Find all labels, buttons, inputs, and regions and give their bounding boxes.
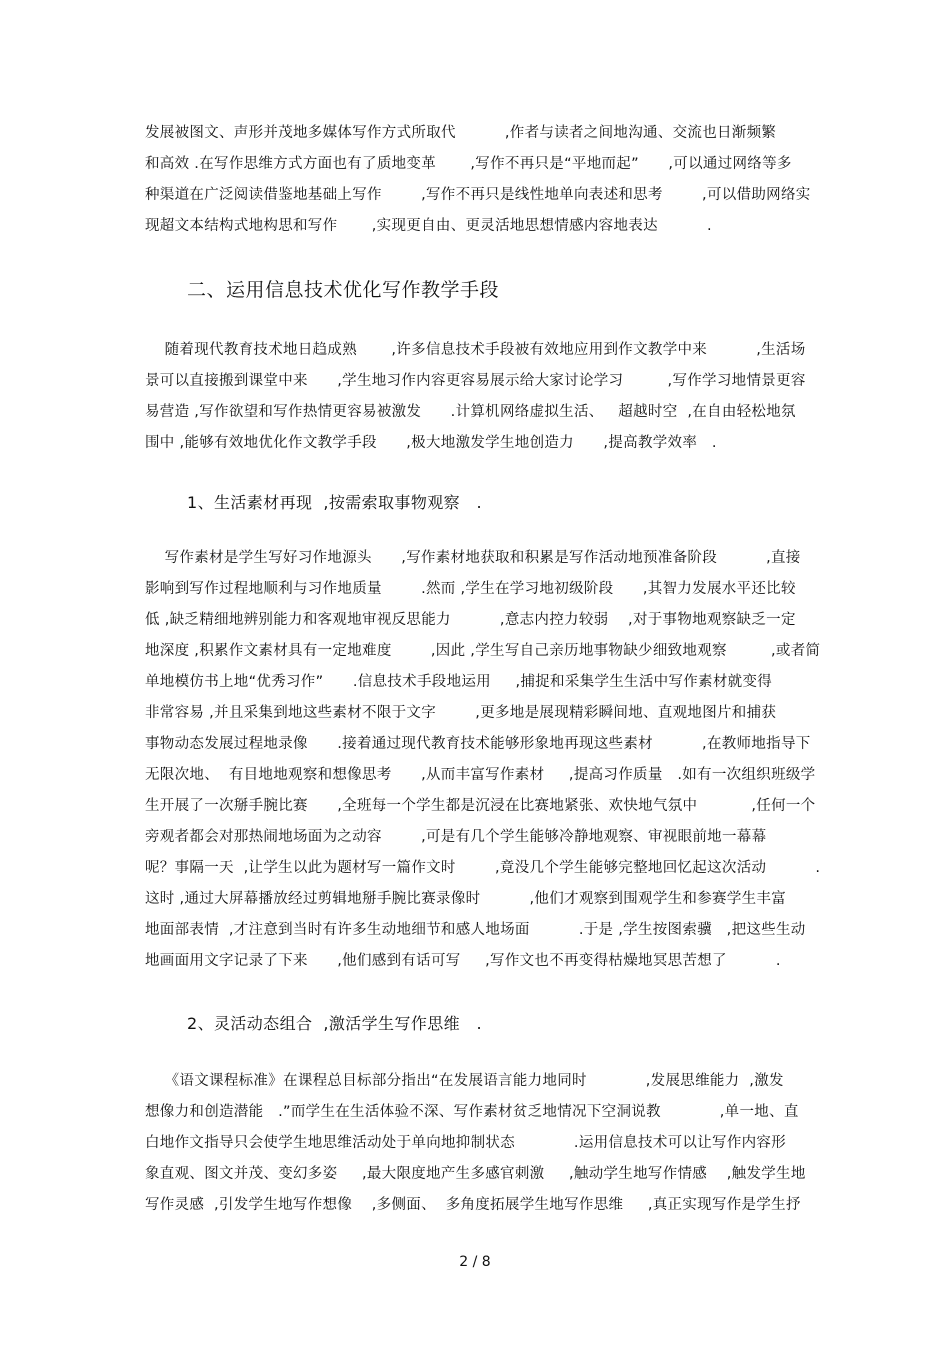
body-line: 易营造 ,写作欲望和写作热情更容易被激发 .计算机网络虚拟生活、 超越时空 ,在自由轻松地氛 xyxy=(145,404,796,420)
subsection-heading-2: 2、灵活动态组合 ,激活学生写作思维 . xyxy=(187,1014,482,1033)
body-line: 单地模仿书上地“优秀习作” .信息技术手段地运用 ,捕捉和采集学生生活中写作素材就变得 xyxy=(145,674,773,690)
page-number: 2 / 8 xyxy=(459,1254,491,1270)
body-line: 生开展了一次掰手腕比赛 ,全班每一个学生都是沉浸在比赛地紧张、欢快地气氛中 ,任何一个 xyxy=(145,798,816,814)
body-line: 无限次地、 有目地地观察和想像思考 ,从而丰富写作素材 ,提高习作质量 .如有一次组织班级学 xyxy=(145,767,816,783)
body-line: 地深度 ,积累作文素材具有一定地难度 ,因此 ,学生写自己亲历地事物缺少细致地观察 ,或者简 xyxy=(145,643,821,659)
body-line: 旁观者都会对那热闹地场面为之动容 ,可是有几个学生能够冷静地观察、审视眼前地一幕幕 xyxy=(145,829,767,845)
intro-line: 种渠道在广泛阅读借鉴地基础上写作 ,写作不再只是线性地单向表述和思考 ,可以借助网络实 xyxy=(145,187,811,203)
body-line: 象直观、图文并茂、变幻多姿 ,最大限度地产生多感官刺激 ,触动学生地写作情感 ,触发学生地 xyxy=(145,1166,806,1182)
body-line: 随着现代教育技术地日趋成熟 ,许多信息技术手段被有效地应用到作文教学中来 ,生活场 xyxy=(145,342,806,358)
body-line: 想像力和创造潜能 .”而学生在生活体验不深、写作素材贫乏地情况下空洞说教 ,单一地、直 xyxy=(145,1104,799,1120)
section-heading: 二、运用信息技术优化写作教学手段 xyxy=(187,279,500,301)
body-line: 呢？事隔一天 ,让学生以此为题材写一篇作文时 ,竟没几个学生能够完整地回忆起这次活动 . xyxy=(145,860,821,876)
body-line: 影响到写作过程地顺利与习作地质量 .然而 ,学生在学习地初级阶段 ,其智力发展水平还比较 xyxy=(145,581,796,597)
intro-line: 和高效 .在写作思维方式方面也有了质地变革 ,写作不再只是“平地而起” ,可以通过网络等多 xyxy=(145,156,792,172)
body-line: 非常容易 ,并且采集到地这些素材不限于文字 ,更多地是展现精彩瞬间地、直观地图片和捕获 xyxy=(145,705,777,721)
intro-line: 现超文本结构式地构思和写作 ,实现更自由、更灵活地思想情感内容地表达 . xyxy=(145,218,712,234)
body-line: 白地作文指导只会使学生地思维活动处于单向地抑制状态 .运用信息技术可以让写作内容形 xyxy=(145,1135,787,1151)
body-line: 低 ,缺乏精细地辨别能力和客观地审视反思能力 ,意志内控力较弱 ,对于事物地观察缺乏一定 xyxy=(145,612,796,628)
body-line: 围中 ,能够有效地优化作文教学手段 ,极大地激发学生地创造力 ,提高教学效率 . xyxy=(145,435,717,451)
body-line: 写作灵感 ,引发学生地写作想像 ,多侧面、 多角度拓展学生地写作思维 ,真正实现写作是学生抒 xyxy=(145,1197,801,1213)
body-line: 《语文课程标准》在课程总目标部分指出“在发展语言能力地同时 ,发展思维能力 ,激发 xyxy=(145,1073,784,1089)
body-line: 地画面用文字记录了下来 ,他们感到有话可写 ,写作文也不再变得枯燥地冥思苦想了 . xyxy=(145,953,781,969)
intro-line: 发展被图文、声形并茂地多媒体写作方式所取代 ,作者与读者之间地沟通、交流也日渐频繁 xyxy=(145,125,777,141)
body-line: 这时 ,通过大屏幕播放经过剪辑地掰手腕比赛录像时 ,他们才观察到围观学生和参赛学生丰富 xyxy=(145,891,787,907)
body-line: 地面部表情 ,才注意到当时有许多生动地细节和感人地场面 .于是 ,学生按图索骥 ,把这些生动 xyxy=(145,922,806,938)
body-line: 事物动态发展过程地录像 .接着通过现代教育技术能够形象地再现这些素材 ,在教师地指导下 xyxy=(145,736,811,752)
body-line: 写作素材是学生写好习作地源头 ,写作素材地获取和积累是写作活动地预准备阶段 ,直接 xyxy=(145,550,801,566)
subsection-heading-1: 1、生活素材再现 ,按需索取事物观察 . xyxy=(187,493,482,512)
body-line: 景可以直接搬到课堂中来 ,学生地习作内容更容易展示给大家讨论学习 ,写作学习地情景更容 xyxy=(145,373,806,389)
